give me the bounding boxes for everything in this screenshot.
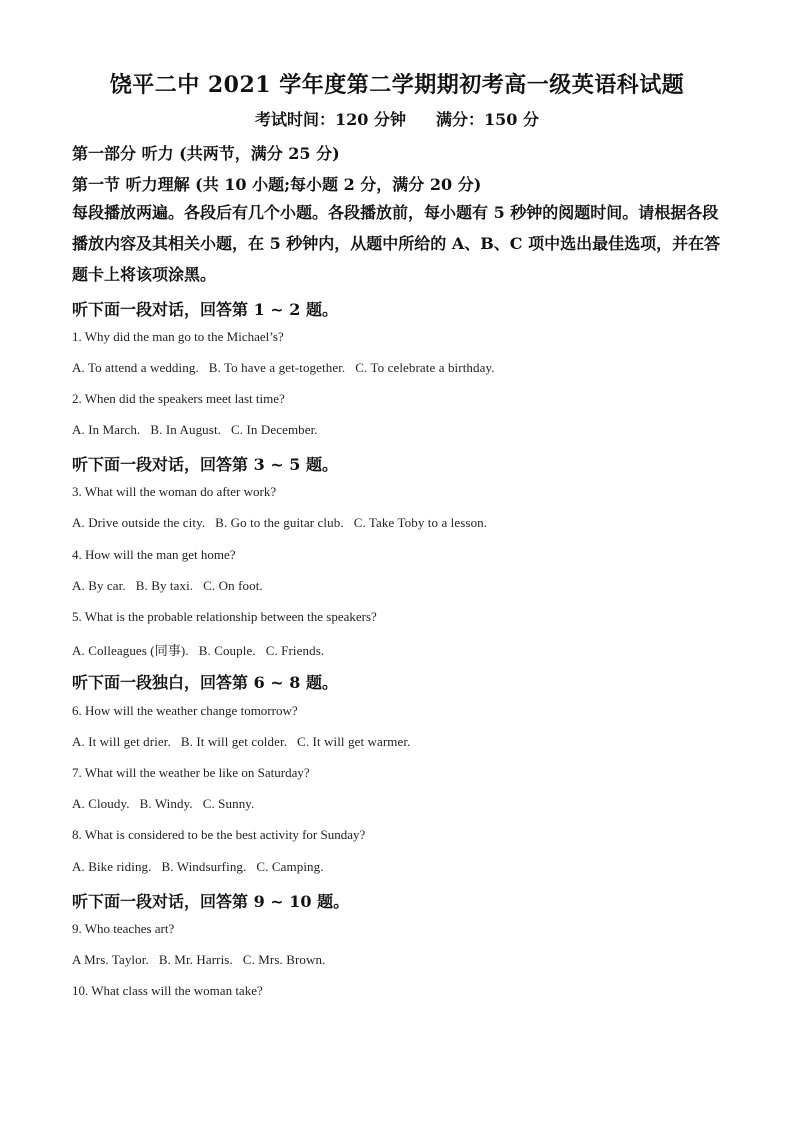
- question-options: [72, 952, 335, 968]
- option-b: B. By taxi.: [135, 578, 194, 593]
- option-a: A. Bike riding.: [72, 859, 152, 874]
- group-heading: 听下面一段对话，回答第 9 ~ 10 题。: [72, 892, 350, 911]
- question-options: [72, 859, 334, 875]
- option-c: C. Sunny.: [202, 796, 255, 811]
- option-b: B. To have a get-together.: [208, 360, 346, 375]
- question-text: 10. What class will the woman take?: [72, 983, 263, 998]
- section-instruction: 每段播放两遍。各段后有几个小题。各段播放前，每小题有 5 秒钟的阅题时间。请根据各段播放内容及其相关小题，在 5 秒钟内，从题中所给的 A、B、C 项中选出最佳选项，并在答题卡上将该项涂黑。: [72, 203, 721, 284]
- question-text: 2. When did the speakers meet last time?: [72, 391, 285, 406]
- question-options: [72, 515, 497, 531]
- exam-title: 饶平二中 2021 学年度第二学期期初考高一级英语科试题: [109, 72, 685, 98]
- option-a: A. In March.: [72, 422, 141, 437]
- question-text: 1. Why did the man go to the Michael’s?: [72, 329, 284, 344]
- option-b: B. It will get colder.: [180, 734, 288, 749]
- question-options: [72, 796, 264, 812]
- exam-subtitle: [0, 107, 794, 130]
- question-options: [72, 422, 328, 438]
- question-text: 6. How will the weather change tomorrow?: [72, 703, 298, 718]
- option-b: B. Windy.: [139, 796, 193, 811]
- question-options: [72, 360, 505, 376]
- exam-time-label: 考试时间：120 分钟: [255, 110, 406, 129]
- option-c: C. To celebrate a birthday.: [355, 360, 495, 375]
- question-text: 4. How will the man get home?: [72, 547, 236, 562]
- option-a: A. By car.: [72, 578, 126, 593]
- exam-score-label: 满分：150 分: [436, 110, 539, 129]
- option-a: A. Colleagues (同事).: [72, 643, 189, 658]
- question-text: 5. What is the probable relationship between the speakers?: [72, 609, 377, 624]
- option-a: A. It will get drier.: [72, 734, 171, 749]
- option-c: C. Friends.: [265, 643, 325, 658]
- section-heading: 第一节 听力理解 (共 10 小题;每小题 2 分，满分 20 分): [72, 175, 482, 194]
- option-c: C. It will get warmer.: [297, 734, 411, 749]
- option-a: A. Drive outside the city.: [72, 515, 206, 530]
- option-a: A. To attend a wedding.: [72, 360, 199, 375]
- option-b: B. Go to the guitar club.: [215, 515, 344, 530]
- question-text: 8. What is considered to be the best activity for Sunday?: [72, 827, 366, 842]
- question-options: [72, 640, 334, 659]
- question-text: 3. What will the woman do after work?: [72, 484, 277, 499]
- question-text: 9. Who teaches art?: [72, 921, 175, 936]
- question-options: [72, 578, 273, 594]
- option-c: C. On foot.: [203, 578, 263, 593]
- option-a: A Mrs. Taylor.: [72, 952, 149, 967]
- group-heading: 听下面一段对话，回答第 3 ~ 5 题。: [72, 455, 338, 474]
- option-b: B. Couple.: [198, 643, 256, 658]
- option-b: B. Windsurfing.: [161, 859, 247, 874]
- group-heading: 听下面一段独白，回答第 6 ~ 8 题。: [72, 673, 338, 692]
- option-a: A. Cloudy.: [72, 796, 130, 811]
- option-b: B. In August.: [150, 422, 222, 437]
- option-c: C. Camping.: [256, 859, 324, 874]
- part-heading: 第一部分 听力 (共两节，满分 25 分): [72, 144, 340, 163]
- group-heading: 听下面一段对话，回答第 1 ~ 2 题。: [72, 300, 338, 319]
- option-c: C. In December.: [231, 422, 318, 437]
- question-text: 7. What will the weather be like on Saturday?: [72, 765, 310, 780]
- option-c: C. Mrs. Brown.: [242, 952, 326, 967]
- question-options: [72, 734, 420, 750]
- option-c: C. Take Toby to a lesson.: [353, 515, 488, 530]
- option-b: B. Mr. Harris.: [158, 952, 233, 967]
